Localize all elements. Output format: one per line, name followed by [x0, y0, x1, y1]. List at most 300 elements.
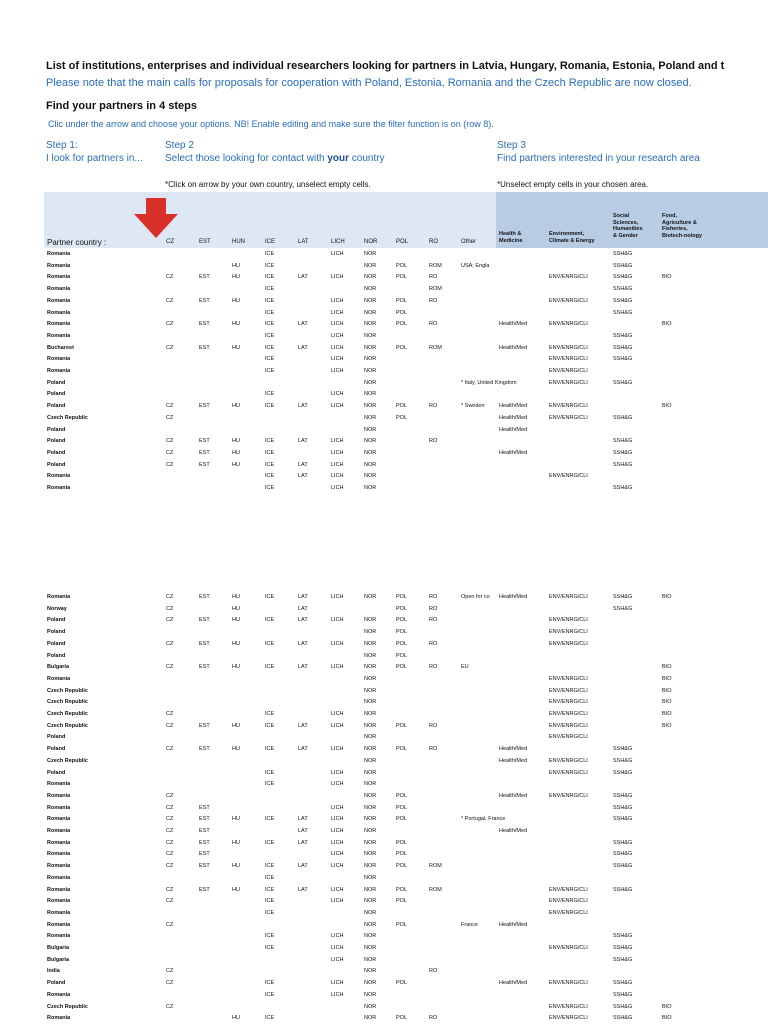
table-cell: ENV/ENRG/CLI: [549, 909, 588, 916]
table-cell: NOR: [364, 640, 377, 647]
table-cell: EST: [199, 274, 210, 281]
table-row: [0, 378, 768, 389]
table-cell: ENV/ENRG/CLI: [549, 368, 588, 374]
table-cell: EST: [199, 640, 210, 647]
step-2-text-bold: your: [327, 153, 349, 164]
table-cell: ICE: [265, 781, 275, 788]
table-cell: RO: [429, 403, 438, 410]
table-cell: EST: [199, 321, 210, 328]
table-cell: LICH: [331, 781, 344, 788]
table-cell: HU: [232, 839, 240, 846]
table-cell: ICE: [265, 898, 275, 905]
partner-country-cell: Romania: [47, 909, 71, 916]
table-cell: CZ: [166, 816, 174, 823]
table-cell: LICH: [331, 746, 344, 753]
partner-country-cell: Romania: [47, 286, 71, 293]
table-cell: LICH: [331, 816, 344, 823]
table-cell: CZ: [166, 449, 174, 456]
table-cell: HU: [232, 594, 240, 600]
document-title: List of institutions, enterprises and individual researchers looking for partners in Latvia, Hungary, Romania, Estonia, Poland and t: [46, 60, 725, 72]
partner-country-cell: Romania: [47, 851, 71, 858]
table-row: [0, 460, 768, 471]
table-cell: NOR: [364, 594, 377, 600]
table-row: [0, 627, 768, 638]
table-cell: NOR: [364, 909, 377, 916]
table-cell: POL: [396, 297, 408, 304]
table-cell: ICE: [265, 485, 275, 491]
table-cell: SSH&G: [613, 251, 633, 257]
partner-country-cell: Poland: [47, 617, 66, 624]
table-cell: NOR: [364, 426, 377, 433]
table-cell: NOR: [364, 485, 377, 491]
partner-country-cell: Poland: [47, 734, 66, 741]
table-cell: POL: [396, 640, 408, 647]
table-cell: HU: [232, 403, 240, 410]
table-cell: Health/Med: [499, 828, 528, 834]
table-cell: ENV/ENRG/CLI: [549, 473, 588, 480]
table-cell: NOR: [364, 734, 377, 741]
table-cell: ENV/ENRG/CLI: [549, 757, 588, 764]
table-cell: NOR: [364, 769, 377, 776]
table-cell: CZ: [166, 605, 174, 612]
step-3-label: Step 3: [497, 140, 526, 151]
table-cell: EST: [199, 461, 210, 468]
partner-country-cell: Poland: [47, 629, 66, 636]
partner-country-cell: Romania: [47, 874, 71, 881]
table-cell: HU: [232, 816, 240, 823]
table-cell: Health/Med: [499, 449, 528, 456]
filter-header-pol[interactable]: POL: [396, 239, 409, 245]
table-row: [0, 413, 768, 424]
table-cell: ICE: [265, 594, 275, 600]
table-cell: ENV/ENRG/CLI: [549, 379, 588, 386]
partner-country-cell: India: [47, 968, 60, 975]
table-cell: CZ: [166, 886, 174, 893]
table-cell: ICE: [265, 368, 275, 374]
table-cell: LICH: [331, 956, 344, 963]
table-cell: SSH&G: [613, 286, 633, 293]
table-cell: BIO: [662, 664, 672, 671]
partner-country-cell: Romania: [47, 1015, 71, 1022]
table-cell: RO: [429, 617, 438, 624]
table-cell: LICH: [331, 251, 344, 257]
table-cell: HU: [232, 863, 240, 870]
filter-header-other[interactable]: Other: [461, 239, 477, 245]
table-cell: HU: [232, 886, 240, 893]
table-row: [0, 249, 768, 260]
table-cell: POL: [396, 898, 408, 905]
partner-country-cell: Czech Republic: [47, 757, 88, 764]
table-row: [0, 483, 768, 494]
filter-header-nor[interactable]: NOR: [364, 239, 378, 245]
table-cell: ENV/ENRG/CLI: [549, 687, 588, 694]
table-cell: EST: [199, 839, 210, 846]
table-cell: ICE: [265, 461, 275, 468]
table-cell: EST: [199, 863, 210, 870]
table-cell: POL: [396, 344, 408, 351]
partner-country-cell: Romania: [47, 816, 71, 823]
table-row: [0, 744, 768, 755]
table-cell: LAT: [298, 617, 308, 624]
table-cell: LAT: [298, 640, 308, 647]
filter-header-ice[interactable]: ICE: [265, 239, 276, 245]
table-cell: LICH: [331, 321, 344, 328]
table-cell: SSH&G: [613, 792, 633, 799]
table-cell: BIO: [662, 1003, 672, 1010]
partner-country-cell: Romania: [47, 804, 71, 811]
table-cell: LICH: [331, 449, 344, 456]
table-row: [0, 308, 768, 319]
table-cell: CZ: [166, 921, 174, 928]
table-cell: BIO: [662, 711, 672, 717]
step-2-hint: *Click on arrow by your own country, unselect empty cells.: [165, 180, 371, 189]
table-cell: ENV/ENRG/CLI: [549, 1015, 588, 1022]
table-cell: NOR: [364, 251, 377, 257]
table-cell: POL: [396, 664, 408, 671]
table-row: [0, 686, 768, 697]
step-1-label: Step 1:: [46, 140, 78, 151]
partner-country-cell: Poland: [47, 403, 66, 410]
table-cell: HU: [232, 449, 240, 456]
table-cell: POL: [396, 804, 408, 811]
table-cell: EST: [199, 664, 210, 671]
table-row: [0, 709, 768, 720]
table-cell: SSH&G: [613, 594, 633, 600]
table-cell: LAT: [298, 605, 308, 612]
table-cell: LICH: [331, 886, 344, 893]
table-cell: LICH: [331, 851, 344, 858]
table-cell: NOR: [364, 722, 377, 729]
table-cell: POL: [396, 980, 408, 987]
table-cell: NOR: [364, 449, 377, 456]
filter-header-est[interactable]: EST: [199, 239, 211, 245]
social-sciences-header[interactable]: Social Sciences, Humanities & Gender: [613, 213, 643, 239]
table-cell: LICH: [331, 828, 344, 834]
table-cell: LICH: [331, 356, 344, 363]
table-cell: CZ: [166, 344, 174, 351]
table-cell: SSH&G: [613, 886, 633, 893]
table-cell: NOR: [364, 332, 377, 339]
table-cell: CZ: [166, 968, 174, 975]
table-cell: ICE: [265, 403, 275, 410]
table-cell: SSH&G: [613, 274, 633, 281]
partner-country-cell: Norway: [47, 605, 67, 612]
table-cell: SSH&G: [613, 933, 633, 940]
partner-country-cell: Romania: [47, 356, 71, 363]
table-cell: LAT: [298, 664, 308, 671]
table-row: [0, 639, 768, 650]
partner-country-cell: Poland: [47, 449, 66, 456]
table-cell: LICH: [331, 863, 344, 870]
table-cell: NOR: [364, 368, 377, 374]
table-cell: ICE: [265, 262, 275, 269]
table-cell: NOR: [364, 629, 377, 636]
table-cell: LICH: [331, 617, 344, 624]
table-cell: LICH: [331, 461, 344, 468]
table-cell: Health/Med: [499, 921, 528, 928]
table-cell: SSH&G: [613, 839, 633, 846]
table-cell: ENV/ENRG/CLI: [549, 699, 588, 706]
table-row: [0, 1002, 768, 1013]
partner-country-cell: Romania: [47, 991, 71, 998]
table-cell: EST: [199, 438, 210, 445]
table-cell: ICE: [265, 945, 275, 951]
table-cell: ICE: [265, 839, 275, 846]
table-cell: BIO: [662, 699, 672, 706]
table-cell: ROM: [429, 262, 442, 269]
table-cell: RO: [429, 722, 438, 729]
table-row: [0, 343, 768, 354]
table-cell: NOR: [364, 921, 377, 928]
table-cell: ENV/ENRG/CLI: [549, 629, 588, 636]
table-cell: EST: [199, 617, 210, 624]
partner-country-cell: Czech Republic: [47, 711, 88, 717]
table-cell: ENV/ENRG/CLI: [549, 980, 588, 987]
partner-country-cell: Poland: [47, 391, 66, 398]
table-cell: RO: [429, 297, 438, 304]
table-cell: NOR: [364, 933, 377, 940]
table-cell: RO: [429, 746, 438, 753]
table-cell: ICE: [265, 980, 275, 987]
table-cell: SSH&G: [613, 956, 633, 963]
partner-country-cell: Poland: [47, 652, 66, 659]
table-row: [0, 662, 768, 673]
food-agriculture-header[interactable]: Food, Agriculture & Fisheries, Biotech-nology: [662, 213, 703, 239]
table-cell: ENV/ENRG/CLI: [549, 640, 588, 647]
table-cell: HU: [232, 664, 240, 671]
table-row: [0, 849, 768, 860]
table-row: [0, 838, 768, 849]
table-cell: ICE: [265, 473, 275, 480]
table-cell: HU: [232, 321, 240, 328]
table-cell: SSH&G: [613, 297, 633, 304]
table-row: [0, 697, 768, 708]
table-cell: LAT: [298, 863, 308, 870]
table-cell: NOR: [364, 991, 377, 998]
table-cell: NOR: [364, 898, 377, 905]
table-cell: Health/Med: [499, 414, 528, 421]
table-cell: HU: [232, 438, 240, 445]
table-cell: NOR: [364, 286, 377, 293]
table-cell: NOR: [364, 945, 377, 951]
table-cell: LICH: [331, 722, 344, 729]
table-cell: ENV/ENRG/CLI: [549, 403, 588, 410]
table-cell: Health/Med: [499, 321, 528, 328]
table-cell: LAT: [298, 746, 308, 753]
table-cell: ENV/ENRG/CLI: [549, 594, 588, 600]
table-cell: POL: [396, 262, 408, 269]
table-cell: RO: [429, 640, 438, 647]
table-cell: CZ: [166, 746, 174, 753]
table-row: [0, 908, 768, 919]
table-cell: ICE: [265, 449, 275, 456]
partner-country-cell: Bulgaria: [47, 945, 70, 951]
table-cell: LICH: [331, 438, 344, 445]
environment-header[interactable]: Environment, Climate & Energy: [549, 231, 595, 244]
table-cell: NOR: [364, 816, 377, 823]
table-cell: SSH&G: [613, 449, 633, 456]
table-cell: BIO: [662, 594, 672, 600]
partner-country-cell: Romania: [47, 781, 71, 788]
table-cell: EST: [199, 816, 210, 823]
table-cell: NOR: [364, 699, 377, 706]
partner-country-cell: Bucharest: [47, 344, 74, 351]
filter-header-ro[interactable]: RO: [429, 239, 438, 245]
table-cell: LAT: [298, 816, 308, 823]
table-cell: ICE: [265, 746, 275, 753]
table-cell: ENV/ENRG/CLI: [549, 617, 588, 624]
step-1-text: I look for partners in...: [46, 153, 143, 164]
table-cell: LAT: [298, 321, 308, 328]
step-2-text-pre: Select those looking for contact with: [165, 153, 328, 164]
table-cell: POL: [396, 652, 408, 659]
table-cell: NOR: [364, 711, 377, 717]
table-cell: NOR: [364, 687, 377, 694]
table-cell: HU: [232, 262, 240, 269]
table-cell: BIO: [662, 274, 672, 281]
table-cell: France: [461, 921, 479, 928]
table-cell: RO: [429, 321, 438, 328]
table-cell: RO: [429, 274, 438, 281]
table-cell: CZ: [166, 851, 174, 858]
table-cell: LICH: [331, 640, 344, 647]
table-cell: NOR: [364, 461, 377, 468]
filter-header-lat[interactable]: LAT: [298, 239, 309, 245]
table-row: [0, 272, 768, 283]
partner-country-cell: Romania: [47, 828, 71, 834]
table-row: [0, 920, 768, 931]
table-cell: CZ: [166, 804, 174, 811]
table-row: [0, 966, 768, 977]
partner-country-cell: Romania: [47, 297, 71, 304]
table-row: [0, 732, 768, 743]
table-cell: LAT: [298, 461, 308, 468]
table-cell: LICH: [331, 473, 344, 480]
table-cell: LICH: [331, 933, 344, 940]
partner-country-cell: Poland: [47, 379, 66, 386]
table-cell: ENV/ENRG/CLI: [549, 321, 588, 328]
health-header[interactable]: Health & Medicine: [499, 231, 523, 244]
table-cell: ROM: [429, 886, 442, 893]
table-cell: CZ: [166, 863, 174, 870]
table-cell: LICH: [331, 403, 344, 410]
table-cell: LICH: [331, 594, 344, 600]
table-cell: Health/Med: [499, 792, 528, 799]
table-cell: SSH&G: [613, 356, 633, 363]
table-cell: NOR: [364, 851, 377, 858]
table-cell: LICH: [331, 945, 344, 951]
table-cell: EST: [199, 594, 210, 600]
table-cell: SSH&G: [613, 379, 633, 386]
table-cell: NOR: [364, 863, 377, 870]
partner-country-cell: Romania: [47, 792, 71, 799]
filter-instruction: Clic under the arrow and choose your options. NB! Enable editing and make sure the filter function is on (row 8).: [48, 119, 494, 129]
table-cell: LICH: [331, 274, 344, 281]
table-cell: POL: [396, 1015, 408, 1022]
table-cell: * Sweden: [461, 403, 485, 410]
table-cell: EST: [199, 828, 210, 834]
table-row: [0, 592, 768, 603]
table-cell: ENV/ENRG/CLI: [549, 344, 588, 351]
table-cell: CZ: [166, 640, 174, 647]
filter-header-cz[interactable]: CZ: [166, 239, 174, 245]
partner-country-cell: Romania: [47, 863, 71, 870]
table-cell: RO: [429, 438, 438, 445]
table-row: [0, 615, 768, 626]
table-cell: SSH&G: [613, 769, 633, 776]
table-cell: NOR: [364, 652, 377, 659]
table-cell: LICH: [331, 344, 344, 351]
partner-country-cell: Romania: [47, 675, 71, 682]
table-cell: ICE: [265, 297, 275, 304]
table-cell: LAT: [298, 839, 308, 846]
partner-country-cell: Romania: [47, 332, 71, 339]
table-cell: CZ: [166, 839, 174, 846]
table-cell: ICE: [265, 391, 275, 398]
table-cell: CZ: [166, 664, 174, 671]
table-cell: ICE: [265, 251, 275, 257]
partner-country-cell: Czech Republic: [47, 1003, 88, 1010]
partner-country-cell: Romania: [47, 321, 71, 328]
step-2-text: [165, 152, 385, 165]
table-cell: NOR: [364, 874, 377, 881]
table-row: [0, 425, 768, 436]
table-cell: ROM: [429, 344, 442, 351]
table-cell: Health/Med: [499, 426, 528, 433]
table-cell: NOR: [364, 1015, 377, 1022]
table-cell: LICH: [331, 839, 344, 846]
table-cell: LICH: [331, 991, 344, 998]
table-cell: NOR: [364, 438, 377, 445]
table-cell: CZ: [166, 461, 174, 468]
partner-country-cell: Poland: [47, 438, 66, 445]
table-cell: NOR: [364, 297, 377, 304]
table-cell: POL: [396, 746, 408, 753]
table-cell: POL: [396, 851, 408, 858]
down-arrow-icon: [134, 198, 178, 238]
table-row: [0, 791, 768, 802]
table-cell: NOR: [364, 473, 377, 480]
filter-header-lich[interactable]: LICH: [331, 239, 345, 245]
table-cell: CZ: [166, 617, 174, 624]
table-cell: SSH&G: [613, 605, 633, 612]
table-cell: ENV/ENRG/CLI: [549, 1003, 588, 1010]
table-cell: ENV/ENRG/CLI: [549, 414, 588, 421]
table-cell: EST: [199, 403, 210, 410]
table-cell: NOR: [364, 274, 377, 281]
filter-header-hun[interactable]: HUN: [232, 239, 245, 245]
table-cell: ICE: [265, 863, 275, 870]
partner-country-cell: Poland: [47, 461, 66, 468]
table-cell: SSH&G: [613, 851, 633, 858]
table-cell: USA; Engla: [461, 262, 490, 269]
table-cell: SSH&G: [613, 991, 633, 998]
partner-country-cell: Czech Republic: [47, 687, 88, 694]
partner-country-cell: Romania: [47, 839, 71, 846]
table-cell: SSH&G: [613, 485, 633, 491]
table-row: [0, 366, 768, 377]
table-cell: CZ: [166, 792, 174, 799]
step-3: [497, 139, 700, 165]
table-row: [0, 943, 768, 954]
table-row: [0, 331, 768, 342]
table-cell: NOR: [364, 321, 377, 328]
partner-country-cell: Poland: [47, 769, 66, 776]
table-cell: LAT: [298, 274, 308, 281]
table-row: [0, 885, 768, 896]
table-cell: NOR: [364, 309, 377, 316]
table-cell: ENV/ENRG/CLI: [549, 792, 588, 799]
